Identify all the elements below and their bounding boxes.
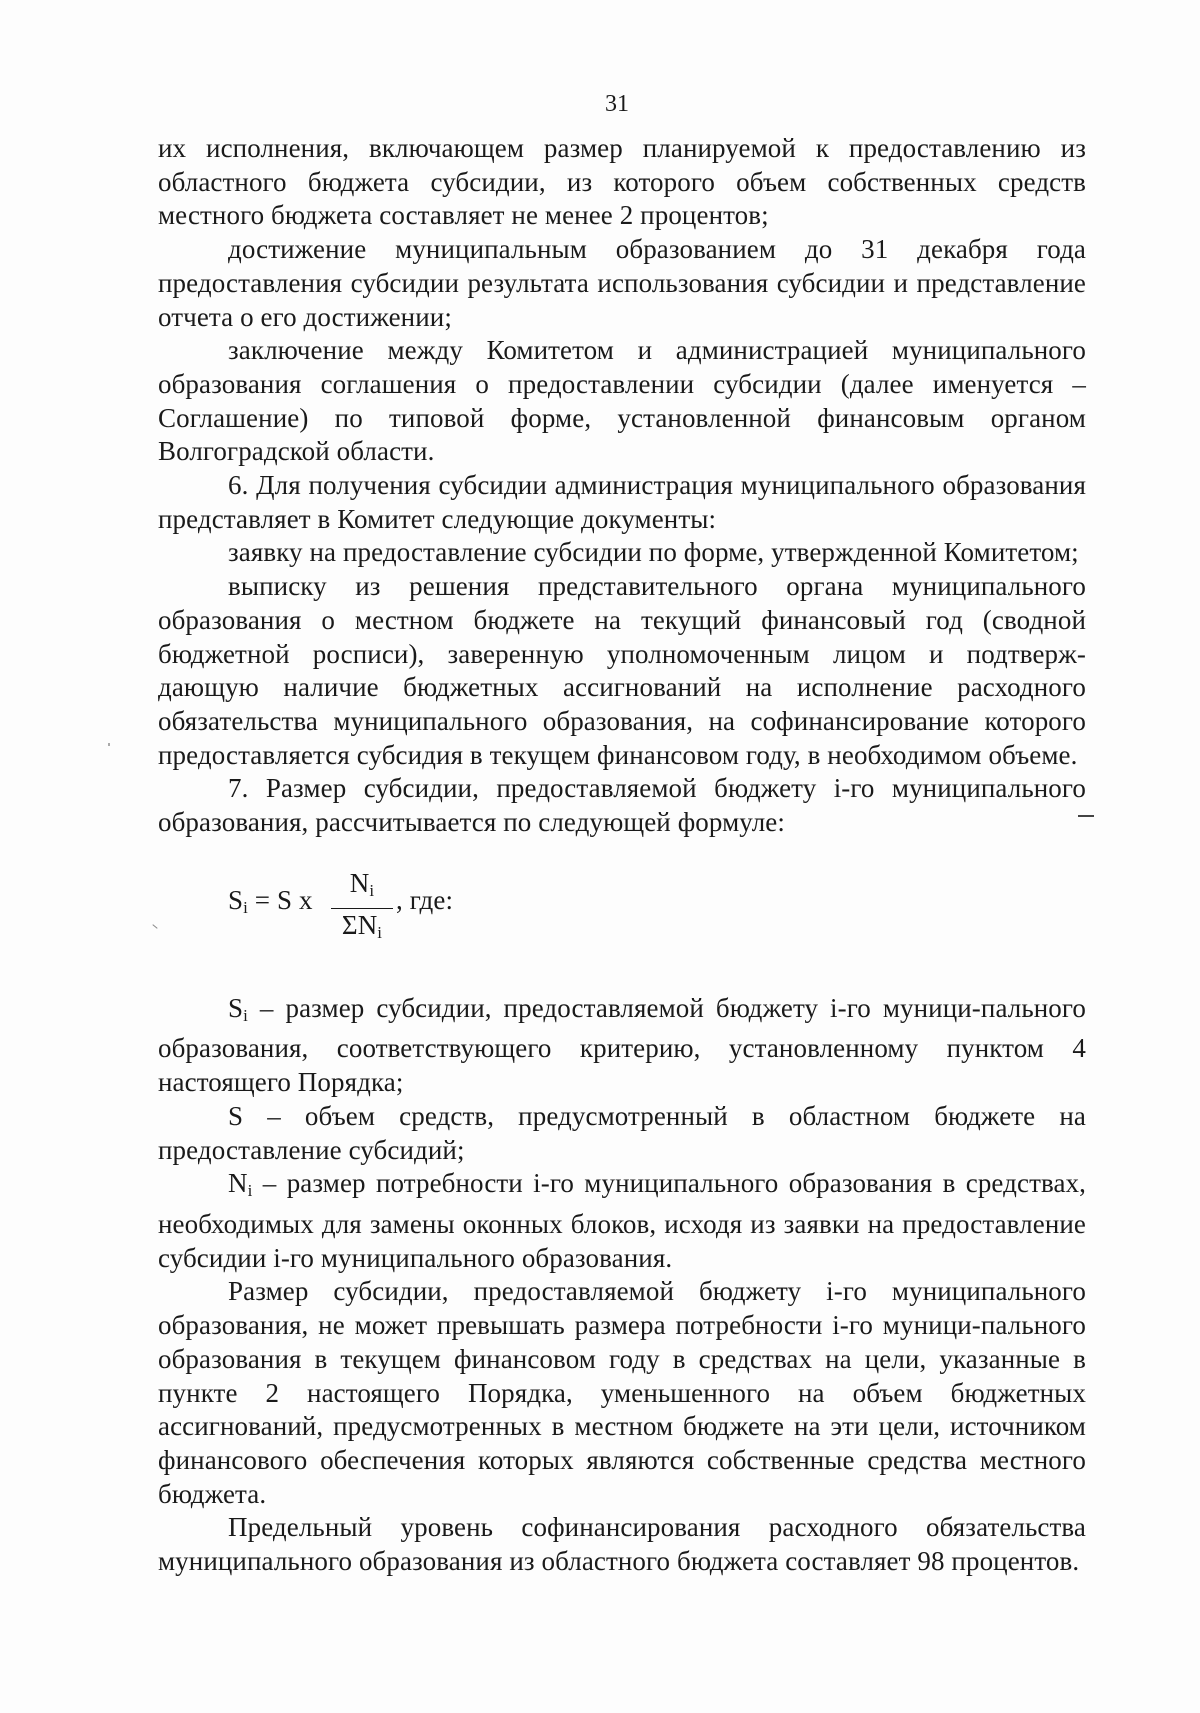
scan-artifact-dash [1078, 815, 1094, 817]
paragraph: заявку на предоставление субсидии по форме, утвержденной Комитетом; [228, 537, 1079, 568]
definition-subscript: i [243, 1005, 248, 1025]
formula-fraction [331, 868, 393, 949]
definition-text: – размер субсидии, предоставляемой бюджету i-го муници-пального образования, соответствующего критерию, установленному пунктом 4 настоящего Порядка; [158, 992, 1086, 1098]
paragraph: выписку из решения представительного органа муниципального образования о местном бюджете на текущий финансовый год (сводной бюджетной росписи), заверенную уполномоченным лицом и подтверж-дающую наличие бюджетных ассигнований на исполнение расходного обязательства муниципального образования, на софинансирование которого предоставляется субсидия в текущем финансовом году, в необходимом объеме. [158, 571, 1086, 770]
formula-subscript: i [369, 880, 375, 900]
paragraph: заключение между Комитетом и администрацией муниципального образования соглашения о предоставлении субсидии (далее именуется – Соглашение) по типовой форме, установленной финансовым органом Волгоградской области. [158, 335, 1086, 467]
formula-symbol: N [349, 867, 370, 898]
definition-s: S – объем средств, предусмотренный в областном бюджете на предоставление субсидий; [158, 1100, 1086, 1165]
paragraph: Предельный уровень софинансирования расходного обязательства муниципального образования из областного бюджета составляет 98 процентов. [158, 1512, 1086, 1577]
scan-artifact-dot [108, 743, 110, 746]
formula-denominator [331, 909, 393, 949]
paragraph: 7. Размер субсидии, предоставляемой бюджету i-го муниципального образования, рассчитывается по следующей формуле: [158, 773, 1086, 838]
definition-subscript: i [247, 1181, 253, 1201]
formula-operator: = S x [247, 884, 313, 915]
definition-ni [158, 1167, 1086, 1275]
definition-si [158, 992, 1086, 1100]
spacer [158, 980, 1086, 992]
definition-symbol: S [228, 992, 244, 1023]
paragraph: их исполнения, включающем размер планируемой к предоставлению из областного бюджета субсидии, из которого объем собственных средств местного бюджета составляет не менее 2 процентов; [158, 133, 1086, 231]
formula-numerator [331, 868, 393, 909]
formula-tail: , где: [396, 884, 454, 915]
document-body [158, 132, 1086, 1579]
formula-lhs [228, 884, 313, 925]
paragraph: достижение муниципальным образованием до 31 декабря года предоставления субсидии результата использования субсидии и представление отчета о его достижении; [158, 234, 1086, 332]
paragraph: Размер субсидии, предоставляемой бюджету i-го муниципального образования, не может превышать размера потребности i-го муници-пального образования в текущем финансовом году в средствах на цели, указанные в пункте 2 настоящего Порядка, уменьшенного на объем бюджетных ассигнований, предусмотренных в местном бюджете на эти цели, источником финансового обеспечения которых являются собственные средства местного бюджета. [158, 1276, 1086, 1509]
paragraph: 6. Для получения субсидии администрация муниципального образования представляет в Комитет следующие документы: [158, 470, 1086, 534]
scan-artifact-tick [152, 924, 157, 929]
definition-symbol: N [228, 1168, 248, 1199]
page-number: 31 [605, 91, 629, 117]
formula-subscript: i [377, 922, 383, 942]
definition-text: – размер потребности i-го муниципального образования в средствах, необходимых для замены оконных блоков, исходя из заявки на предоставление субсидии i-го муниципального образования. [158, 1168, 1086, 1273]
formula-symbol: S [228, 884, 244, 915]
formula-subscript: i [243, 897, 248, 917]
subsidy-formula [158, 840, 1086, 980]
formula-symbol: ΣN [341, 909, 378, 940]
